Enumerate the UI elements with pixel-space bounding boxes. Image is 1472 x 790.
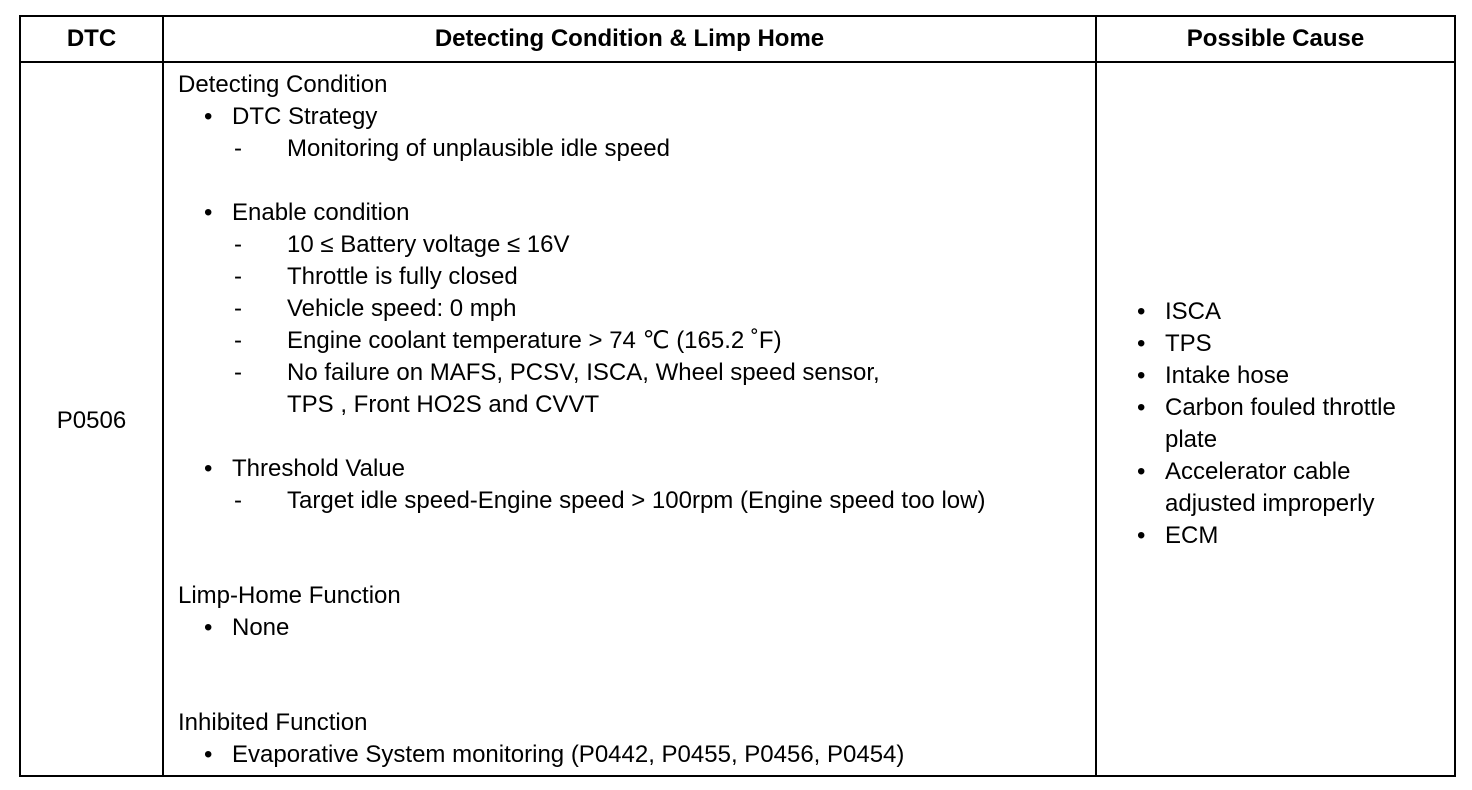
cause-item-continuation: plate (1165, 426, 1218, 453)
bullet-item (178, 101, 1098, 133)
cause-item (1137, 520, 1457, 552)
bullet-icon: • (1137, 362, 1146, 389)
sub-item (178, 293, 1098, 325)
cause-text: TPS (1165, 330, 1212, 357)
sub-item-continuation: TPS , Front HO2S and CVVT (287, 391, 600, 418)
section-title-limp-home: Limp-Home Function (178, 582, 401, 609)
enable-condition-label: Enable condition (232, 199, 410, 226)
sub-item (178, 357, 1098, 389)
sub-item (178, 229, 1098, 261)
cause-text: ISCA (1165, 298, 1222, 325)
header-dtc: DTC (66, 25, 117, 52)
dtc-strategy-label: DTC Strategy (232, 103, 378, 130)
sub-item-text: No failure on MAFS, PCSV, ISCA, Wheel speed sensor, (287, 359, 880, 386)
bullet-icon: • (204, 199, 213, 226)
bullet-icon: • (1137, 458, 1146, 485)
bullet-item (178, 612, 1098, 644)
header-possible-cause: Possible Cause (1186, 25, 1365, 52)
bullet-item (178, 197, 1098, 229)
bullet-icon: • (204, 614, 213, 641)
section-title-inhibited-function: Inhibited Function (178, 709, 368, 736)
dtc-table (19, 15, 1456, 777)
cause-item (1137, 360, 1457, 392)
cause-text: Carbon fouled throttle (1165, 394, 1396, 421)
dash-icon: - (234, 327, 242, 354)
sub-item-text: Throttle is fully closed (287, 263, 518, 290)
bullet-icon: • (1137, 522, 1146, 549)
sub-item (178, 133, 1098, 165)
bullet-item (178, 453, 1098, 485)
dash-icon: - (234, 487, 242, 514)
dash-icon: - (234, 135, 242, 162)
cause-item (1137, 328, 1457, 360)
cause-item (1137, 392, 1457, 424)
column-divider (162, 17, 164, 775)
bullet-icon: • (1137, 298, 1146, 325)
dash-icon: - (234, 295, 242, 322)
threshold-value-label: Threshold Value (232, 455, 405, 482)
bullet-icon: • (204, 103, 213, 130)
sub-item-text: 10 ≤ Battery voltage ≤ 16V (287, 231, 570, 258)
sub-item (178, 485, 1098, 517)
dash-icon: - (234, 231, 242, 258)
cause-text: Intake hose (1165, 362, 1290, 389)
sub-item (178, 261, 1098, 293)
inhibited-item: Evaporative System monitoring (P0442, P0455, P0456, P0454) (232, 741, 905, 768)
cause-item (1137, 456, 1457, 488)
header-detecting-condition: Detecting Condition & Limp Home (434, 25, 825, 52)
dtc-code: P0506 (56, 407, 127, 434)
dash-icon: - (234, 263, 242, 290)
sub-item-text: Target idle speed-Engine speed > 100rpm (Engine speed too low) (287, 487, 986, 514)
sub-item-text: Monitoring of unplausible idle speed (287, 135, 670, 162)
bullet-icon: • (204, 741, 213, 768)
bullet-icon: • (1137, 394, 1146, 421)
bullet-icon: • (204, 455, 213, 482)
cause-item-continuation: adjusted improperly (1165, 490, 1375, 517)
sub-item-text: Engine coolant temperature > 74 ℃ (165.2 ˚F) (287, 327, 782, 354)
limp-home-item: None (232, 614, 290, 641)
possible-cause-list (1137, 296, 1457, 552)
sub-item (178, 325, 1098, 357)
bullet-icon: • (1137, 330, 1146, 357)
cause-item (1137, 296, 1457, 328)
dash-icon: - (234, 359, 242, 386)
section-title-detecting-condition: Detecting Condition (178, 71, 388, 98)
detecting-condition-cell (178, 69, 1098, 771)
cause-text: ECM (1165, 522, 1219, 549)
bullet-item (178, 739, 1098, 771)
sub-item-text: Vehicle speed: 0 mph (287, 295, 517, 322)
header-divider (21, 61, 1454, 63)
cause-text: Accelerator cable (1165, 458, 1351, 485)
